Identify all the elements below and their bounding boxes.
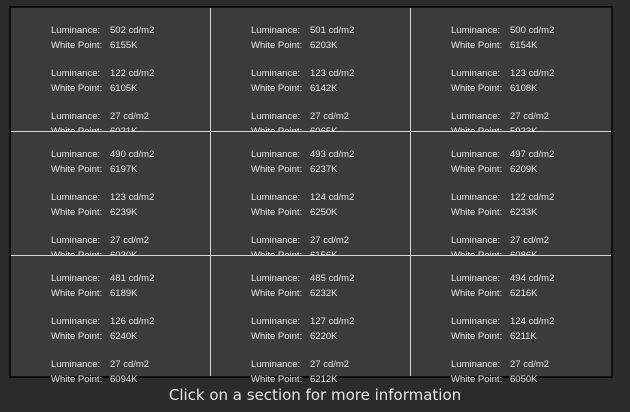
white-point-row	[211, 162, 410, 177]
luminance-row	[411, 233, 611, 248]
luminance-value: 123 cd/m2	[110, 192, 155, 203]
white-point-label: White Point:	[251, 288, 303, 299]
white-point-row	[11, 205, 210, 220]
luminance-value: 123 cd/m2	[310, 68, 355, 79]
white-point-label: White Point:	[451, 331, 503, 342]
luminance-row	[211, 233, 410, 248]
grid-section-9[interactable]	[411, 256, 611, 385]
grid-section-5[interactable]	[211, 132, 410, 255]
grid-section-7[interactable]	[11, 256, 210, 385]
luminance-value: 500 cd/m2	[510, 25, 555, 36]
luminance-value: 493 cd/m2	[310, 149, 355, 160]
luminance-label: Luminance:	[251, 25, 301, 36]
white-point-label: White Point:	[451, 40, 503, 51]
white-point-label: White Point:	[51, 207, 103, 218]
luminance-value: 27 cd/m2	[110, 235, 150, 246]
reading-group	[411, 271, 611, 301]
luminance-value: 494 cd/m2	[510, 273, 555, 284]
white-point-value: 6197K	[110, 164, 138, 175]
white-point-row	[211, 205, 410, 220]
luminance-label: Luminance:	[251, 316, 301, 327]
luminance-label: Luminance:	[51, 149, 101, 160]
white-point-value: 6211K	[510, 331, 537, 342]
luminance-row	[211, 23, 410, 38]
white-point-row	[211, 38, 410, 53]
white-point-row	[211, 372, 410, 387]
luminance-label: Luminance:	[251, 68, 301, 79]
white-point-value: 6154K	[510, 40, 538, 51]
luminance-label: Luminance:	[251, 149, 301, 160]
white-point-value: 6105K	[110, 83, 138, 94]
white-point-row	[411, 38, 611, 53]
luminance-value: 124 cd/m2	[310, 192, 355, 203]
white-point-label: White Point:	[451, 164, 503, 175]
white-point-row	[11, 286, 210, 301]
luminance-row	[211, 109, 410, 124]
luminance-label: Luminance:	[51, 359, 101, 370]
luminance-label: Luminance:	[251, 273, 301, 284]
luminance-value: 27 cd/m2	[310, 111, 350, 122]
white-point-row	[11, 162, 210, 177]
luminance-value: 27 cd/m2	[510, 111, 550, 122]
luminance-label: Luminance:	[451, 235, 501, 246]
reading-group	[11, 190, 210, 220]
reading-group	[211, 271, 410, 301]
luminance-value: 27 cd/m2	[110, 111, 150, 122]
white-point-label: White Point:	[251, 207, 303, 218]
reading-group	[11, 147, 210, 177]
white-point-value: 6216K	[510, 288, 538, 299]
reading-group	[211, 66, 410, 96]
luminance-row	[411, 147, 611, 162]
luminance-row	[11, 190, 210, 205]
white-point-label: White Point:	[51, 40, 103, 51]
luminance-label: Luminance:	[251, 192, 301, 203]
luminance-row	[411, 314, 611, 329]
luminance-value: 27 cd/m2	[110, 359, 150, 370]
luminance-label: Luminance:	[451, 192, 501, 203]
white-point-row	[211, 329, 410, 344]
luminance-row	[211, 147, 410, 162]
reading-group	[211, 23, 410, 53]
white-point-label: White Point:	[251, 40, 303, 51]
white-point-value: 6209K	[510, 164, 538, 175]
luminance-row	[411, 109, 611, 124]
luminance-row	[411, 66, 611, 81]
grid-section-6[interactable]	[411, 132, 611, 255]
luminance-value: 481 cd/m2	[110, 273, 155, 284]
white-point-label: White Point:	[51, 374, 103, 385]
luminance-row	[211, 357, 410, 372]
luminance-value: 123 cd/m2	[510, 68, 555, 79]
reading-group	[411, 147, 611, 177]
luminance-label: Luminance:	[451, 25, 501, 36]
luminance-row	[211, 190, 410, 205]
white-point-value: 6189K	[110, 288, 138, 299]
white-point-value: 6250K	[310, 207, 338, 218]
white-point-row	[11, 38, 210, 53]
luminance-row	[11, 314, 210, 329]
white-point-row	[11, 81, 210, 96]
white-point-label: White Point:	[51, 83, 103, 94]
white-point-label: White Point:	[451, 83, 503, 94]
luminance-row	[11, 357, 210, 372]
luminance-row	[11, 233, 210, 248]
reading-group	[11, 23, 210, 53]
luminance-row	[411, 357, 611, 372]
white-point-value: 6220K	[310, 331, 338, 342]
white-point-value: 6203K	[310, 40, 338, 51]
white-point-label: White Point:	[451, 374, 503, 385]
reading-group	[411, 314, 611, 344]
reading-group	[11, 314, 210, 344]
luminance-value: 122 cd/m2	[510, 192, 555, 203]
white-point-row	[411, 81, 611, 96]
luminance-label: Luminance:	[251, 359, 301, 370]
luminance-value: 124 cd/m2	[510, 316, 555, 327]
white-point-value: 6240K	[110, 331, 138, 342]
white-point-value: 6239K	[110, 207, 138, 218]
luminance-label: Luminance:	[51, 111, 101, 122]
white-point-label: White Point:	[451, 288, 503, 299]
reading-group	[211, 190, 410, 220]
white-point-value: 6108K	[510, 83, 538, 94]
white-point-label: White Point:	[51, 288, 103, 299]
reading-group	[11, 66, 210, 96]
reading-group	[11, 357, 210, 387]
instruction-text: Click on a section for more information	[168, 386, 462, 404]
reading-group	[211, 147, 410, 177]
white-point-value: 6050K	[510, 374, 538, 385]
reading-group	[211, 357, 410, 387]
luminance-label: Luminance:	[451, 111, 501, 122]
luminance-value: 497 cd/m2	[510, 149, 555, 160]
white-point-row	[211, 81, 410, 96]
luminance-value: 490 cd/m2	[110, 149, 155, 160]
grid-section-4[interactable]	[11, 132, 210, 255]
luminance-label: Luminance:	[251, 111, 301, 122]
white-point-value: 6232K	[310, 288, 338, 299]
luminance-label: Luminance:	[51, 273, 101, 284]
luminance-row	[411, 190, 611, 205]
white-point-row	[411, 329, 611, 344]
white-point-value: 6142K	[310, 83, 338, 94]
luminance-label: Luminance:	[51, 192, 101, 203]
grid-section-2[interactable]	[211, 8, 410, 131]
luminance-value: 126 cd/m2	[110, 316, 155, 327]
luminance-row	[411, 23, 611, 38]
luminance-label: Luminance:	[451, 316, 501, 327]
luminance-value: 501 cd/m2	[310, 25, 355, 36]
luminance-value: 27 cd/m2	[310, 359, 350, 370]
white-point-value: 6155K	[110, 40, 138, 51]
luminance-row	[211, 314, 410, 329]
white-point-label: White Point:	[251, 164, 303, 175]
luminance-label: Luminance:	[51, 68, 101, 79]
luminance-row	[211, 271, 410, 286]
reading-group	[411, 190, 611, 220]
luminance-label: Luminance:	[51, 235, 101, 246]
luminance-row	[11, 147, 210, 162]
luminance-label: Luminance:	[51, 316, 101, 327]
luminance-row	[11, 109, 210, 124]
grid-section-1[interactable]	[11, 8, 210, 131]
white-point-row	[211, 286, 410, 301]
luminance-row	[11, 66, 210, 81]
white-point-row	[411, 286, 611, 301]
grid-section-8[interactable]	[211, 256, 410, 385]
grid-section-3[interactable]	[411, 8, 611, 131]
luminance-value: 27 cd/m2	[510, 235, 550, 246]
luminance-label: Luminance:	[451, 149, 501, 160]
luminance-row	[11, 271, 210, 286]
white-point-value: 6212K	[310, 374, 338, 385]
white-point-label: White Point:	[51, 331, 103, 342]
uniformity-grid	[11, 8, 611, 385]
luminance-row	[411, 271, 611, 286]
white-point-row	[411, 372, 611, 387]
white-point-label: White Point:	[251, 83, 303, 94]
white-point-value: 6094K	[110, 374, 138, 385]
white-point-label: White Point:	[251, 331, 303, 342]
luminance-value: 502 cd/m2	[110, 25, 155, 36]
white-point-row	[411, 205, 611, 220]
luminance-label: Luminance:	[51, 25, 101, 36]
reading-group	[411, 66, 611, 96]
luminance-label: Luminance:	[251, 235, 301, 246]
white-point-row	[411, 162, 611, 177]
luminance-label: Luminance:	[451, 273, 501, 284]
reading-group	[11, 271, 210, 301]
luminance-value: 127 cd/m2	[310, 316, 355, 327]
white-point-value: 6233K	[510, 207, 538, 218]
luminance-value: 27 cd/m2	[310, 235, 350, 246]
luminance-value: 122 cd/m2	[110, 68, 155, 79]
white-point-label: White Point:	[251, 374, 303, 385]
luminance-label: Luminance:	[451, 359, 501, 370]
reading-group	[411, 357, 611, 387]
luminance-value: 27 cd/m2	[510, 359, 550, 370]
luminance-value: 485 cd/m2	[310, 273, 355, 284]
reading-group	[411, 23, 611, 53]
white-point-row	[11, 372, 210, 387]
luminance-row	[11, 23, 210, 38]
white-point-value: 6237K	[310, 164, 338, 175]
white-point-row	[11, 329, 210, 344]
luminance-row	[211, 66, 410, 81]
white-point-label: White Point:	[451, 207, 503, 218]
reading-group	[211, 314, 410, 344]
white-point-label: White Point:	[51, 164, 103, 175]
luminance-label: Luminance:	[451, 68, 501, 79]
